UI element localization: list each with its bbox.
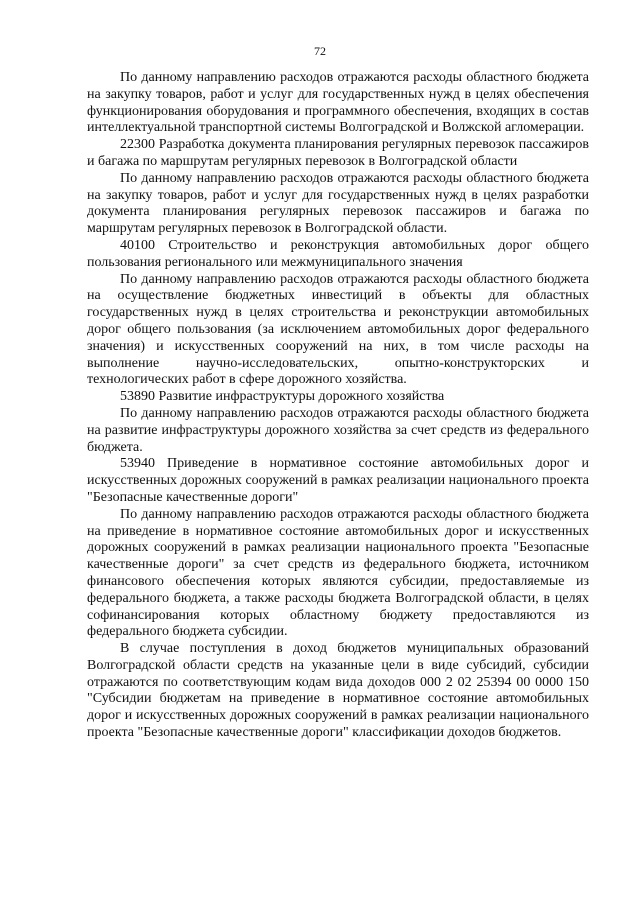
paragraph-expense-53890: По данному направлению расходов отражаются расходы областного бюджета на развитие инфраструктуры дорожного хозяйства за счет средств из федерального бюджета. (87, 405, 589, 455)
heading-53940: 53940 Приведение в нормативное состояние автомобильных дорог и искусственных дорожных сооружений в рамках реализации национального проекта "Безопасные качественные дороги" (87, 456, 589, 505)
paragraph-expense-53940: По данному направлению расходов отражаются расходы областного бюджета на приведение в нормативное состояние автомобильных дорог и искусственных дорожных сооружений в рамках реализации национального проекта "Безопасные качественные дороги" за счет средств из федерального бюджета, источником финансового обеспечения которых являются субсидии, предоставляемые из федерального бюджета, а также расходы бюджета Волгоградской области, в целях софинансирования которых областному бюджету предоставляются из федерального бюджета субсидии. (87, 506, 589, 640)
document-body (87, 70, 589, 742)
heading-40100: 40100 Строительство и реконструкция автомобильных дорог общего пользования регионального или межмуниципального значения (87, 237, 589, 270)
heading-53890: 53890 Развитие инфраструктуры дорожного хозяйства (120, 389, 445, 405)
page-number: 72 (314, 44, 326, 58)
paragraph-municipal-income: В случае поступления в доход бюджетов муниципальных образований Волгоградской области средств на указанные цели в виде субсидий, субсидии отражаются по соответствующим кодам вида доходов 000 2 02 25394 00 0000 150 "Субсидии бюджетам на приведение в нормативное состояние автомобильных дорог и искусственных дорожных сооружений в рамках реализации национального проекта "Безопасные качественные дороги" классификации доходов бюджетов. (87, 641, 589, 741)
heading-22300: 22300 Разработка документа планирования регулярных перевозок пассажиров и багажа по маршрутам регулярных перевозок в Волгоградской области (87, 137, 589, 169)
paragraph-expense-40100: По данному направлению расходов отражаются расходы областного бюджета на осуществление бюджетных инвестиций в объекты для областных государственных нужд в целях строительства и реконструкции автомобильных дорог общего пользования (за исключением автомобильных дорог федерального значения) и искусственных сооружений на них, в том числе расходы на выполнение научно-исследовательских, опытно-конструкторских и технологических работ в сфере дорожного хозяйства. (87, 271, 589, 388)
paragraph-expense-its: По данному направлению расходов отражаются расходы областного бюджета на закупку товаров, работ и услуг для государственных нужд в целях обеспечения функционирования оборудования и программного обеспечения, входящих в состав интеллектуальной транспортной системы Волгоградской и Волжской агломерации. (87, 70, 589, 136)
paragraph-expense-22300: По данному направлению расходов отражаются расходы областного бюджета на закупку товаров, работ и услуг для государственных нужд в целях разработки документа планирования регулярных перевозок пассажиров и багажа по маршрутам регулярных перевозок в Волгоградской области. (87, 170, 589, 237)
